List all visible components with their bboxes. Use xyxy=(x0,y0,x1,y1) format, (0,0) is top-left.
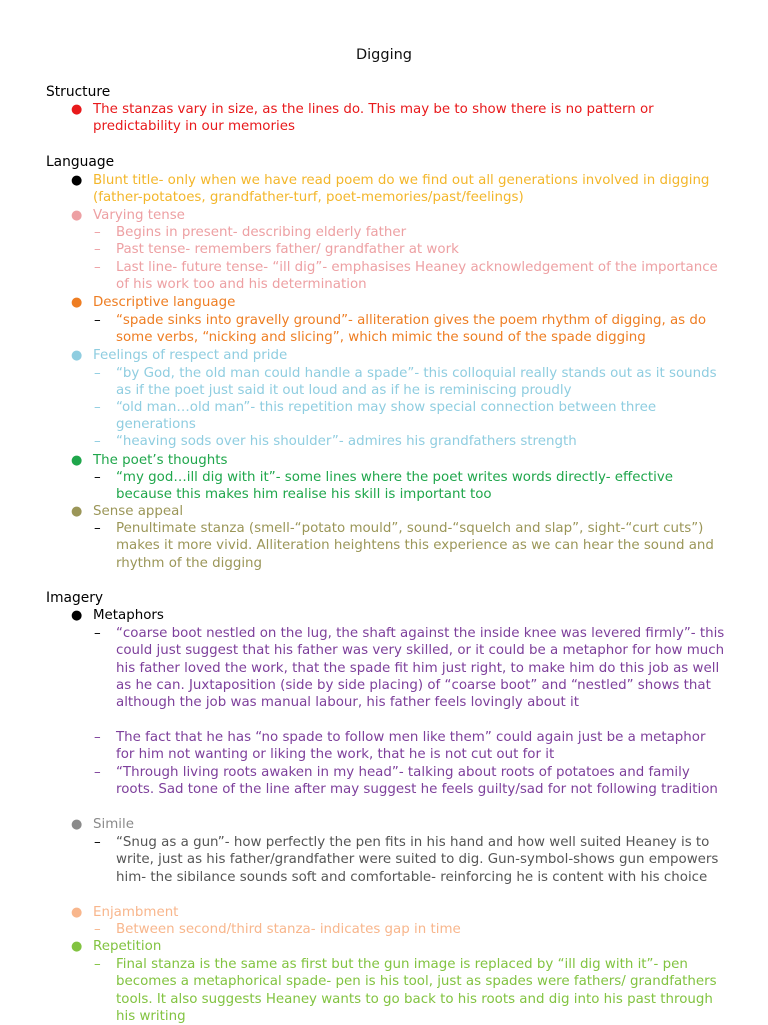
bullet-icon: ● xyxy=(71,504,83,519)
imagery-bullet-enjambment xyxy=(71,904,733,921)
dash-icon: – xyxy=(94,765,101,780)
bullet-icon: ● xyxy=(71,453,83,468)
structure-bullet xyxy=(71,101,733,136)
language-bullet-blunt xyxy=(71,172,733,207)
bullet-icon: ● xyxy=(71,905,83,920)
language-bullet-tense xyxy=(71,207,733,224)
dash-icon: – xyxy=(94,730,101,745)
enjambment-sub-text: Between second/third stanza- indicates gap in time xyxy=(116,922,461,937)
metaphors-sub-2 xyxy=(94,729,728,764)
descriptive-sub-text: “spade sinks into gravelly ground”- alliteration gives the poem rhythm of digging, as do some verbs, “nicking and slicing”, which mimic the sound of the spade digging xyxy=(116,313,707,346)
imagery-bullet-metaphors xyxy=(71,607,733,624)
section-heading-imagery: Imagery xyxy=(46,590,104,606)
bullet-icon: ● xyxy=(71,348,83,363)
thoughts-label: The poet’s thoughts xyxy=(93,453,228,468)
metaphors-sub-text: “coarse boot nestled on the lug, the shaft against the inside knee was levered firmly”- this could just suggest that his father was very skilled, or it could be a metaphor for how much his father loved the work, that the spade fit him just right, to make him do this job as well as he can. Juxtaposition (side by side placing) of “coarse boot” and “nestled” shows that although the job was manual labour, his father feels lovingly about it xyxy=(116,626,725,711)
tense-sub-1 xyxy=(94,224,728,241)
respect-sub-3 xyxy=(94,433,728,450)
enjambment-sub-1 xyxy=(94,921,728,938)
tense-sub-text: Begins in present- describing elderly father xyxy=(116,225,407,240)
bullet-icon: ● xyxy=(71,173,83,188)
thoughts-sub-text: “my god…ill dig with it”- some lines where the poet writes words directly- effective because this makes him realise his skill is important too xyxy=(116,470,673,503)
tense-sub-text: Last line- future tense- “ill dig”- emphasises Heaney acknowledgement of the importance of his work too and his determination xyxy=(116,260,718,293)
metaphors-sub-1 xyxy=(94,625,728,711)
respect-sub-text: “by God, the old man could handle a spade”- this colloquial really stands out as it sounds as if the poet just said it out loud and as if he is reminiscing proudly xyxy=(116,366,717,399)
dash-icon: – xyxy=(94,242,101,257)
sense-label: Sense appeal xyxy=(93,504,184,519)
descriptive-sub-1 xyxy=(94,312,728,347)
dash-icon: – xyxy=(94,835,101,850)
dash-icon: – xyxy=(94,313,101,328)
section-heading-structure: Structure xyxy=(46,84,111,100)
dash-icon: – xyxy=(94,434,101,449)
respect-sub-1 xyxy=(94,365,728,400)
tense-sub-text: Past tense- remembers father/ grandfather at work xyxy=(116,242,459,257)
section-heading-language: Language xyxy=(46,154,115,170)
metaphors-label: Metaphors xyxy=(93,608,164,623)
metaphors-sub-text: “Through living roots awaken in my head”- talking about roots of potatoes and family roots. Sad tone of the line after may suggest he feels guilty/sad for not following tradition xyxy=(116,765,718,798)
language-bullet-sense xyxy=(71,503,733,520)
language-bullet-respect xyxy=(71,347,733,364)
tense-label: Varying tense xyxy=(93,208,185,223)
simile-sub-1 xyxy=(94,834,728,886)
simile-label: Simile xyxy=(93,817,134,832)
sense-sub-1 xyxy=(94,520,728,572)
language-bullet-thoughts xyxy=(71,452,733,469)
respect-sub-text: “old man…old man”- this repetition may show special connection between three generations xyxy=(116,400,657,433)
thoughts-sub-1 xyxy=(94,469,728,504)
sense-sub-text: Penultimate stanza (smell-“potato mould”, sound-“squelch and slap”, sight-“curt cuts”) makes it more vivid. Alliteration heightens this experience as we can hear the sound and rhythm of the digging xyxy=(116,521,714,571)
enjambment-label: Enjambment xyxy=(93,905,179,920)
blunt-title-text: Blunt title- only when we have read poem do we find out all generations involved in digging (father-potatoes, grandfather-turf, poet-memories/past/feelings) xyxy=(93,173,710,206)
bullet-icon: ● xyxy=(71,608,83,623)
imagery-bullet-repetition xyxy=(71,938,733,955)
repetition-sub-1 xyxy=(94,956,728,1025)
tense-sub-2 xyxy=(94,241,728,258)
dash-icon: – xyxy=(94,922,101,937)
bullet-icon: ● xyxy=(71,102,83,117)
bullet-icon: ● xyxy=(71,939,83,954)
dash-icon: – xyxy=(94,366,101,381)
repetition-sub-text: Final stanza is the same as first but the gun image is replaced by “ill dig with it”- pen becomes a metaphorical spade- pen is his tool, just as spades were fathers/ grandfathers tools. It also suggests Heaney wants to go back to his roots and dig into his past through his writing xyxy=(116,957,717,1024)
dash-icon: – xyxy=(94,225,101,240)
dash-icon: – xyxy=(94,957,101,972)
language-bullet-descriptive xyxy=(71,294,733,311)
tense-sub-3 xyxy=(94,259,728,294)
bullet-icon: ● xyxy=(71,208,83,223)
respect-label: Feelings of respect and pride xyxy=(93,348,288,363)
dash-icon: – xyxy=(94,626,101,641)
dash-icon: – xyxy=(94,260,101,275)
metaphors-sub-3 xyxy=(94,764,728,799)
dash-icon: – xyxy=(94,400,101,415)
structure-bullet-text: The stanzas vary in size, as the lines do. This may be to show there is no pattern or predictability in our memories xyxy=(93,102,654,135)
simile-sub-text: “Snug as a gun”- how perfectly the pen fits in his hand and how well suited Heaney is to write, just as his father/grandfather were suited to dig. Gun-symbol-shows gun empowers him- the sibilance sounds soft and comfortable- reinforcing he is content with his choice xyxy=(116,835,719,885)
descriptive-label: Descriptive language xyxy=(93,295,236,310)
bullet-icon: ● xyxy=(71,295,83,310)
respect-sub-text: “heaving sods over his shoulder”- admires his grandfathers strength xyxy=(116,434,577,449)
dash-icon: – xyxy=(94,521,101,536)
document-title: Digging xyxy=(355,47,413,63)
respect-sub-2 xyxy=(94,399,728,434)
dash-icon: – xyxy=(94,470,101,485)
bullet-icon: ● xyxy=(71,817,83,832)
repetition-label: Repetition xyxy=(93,939,162,954)
imagery-bullet-simile xyxy=(71,816,733,833)
metaphors-sub-text: The fact that he has “no spade to follow men like them” could again just be a metaphor for him not wanting or liking the work, that he is not cut out for it xyxy=(116,730,706,763)
